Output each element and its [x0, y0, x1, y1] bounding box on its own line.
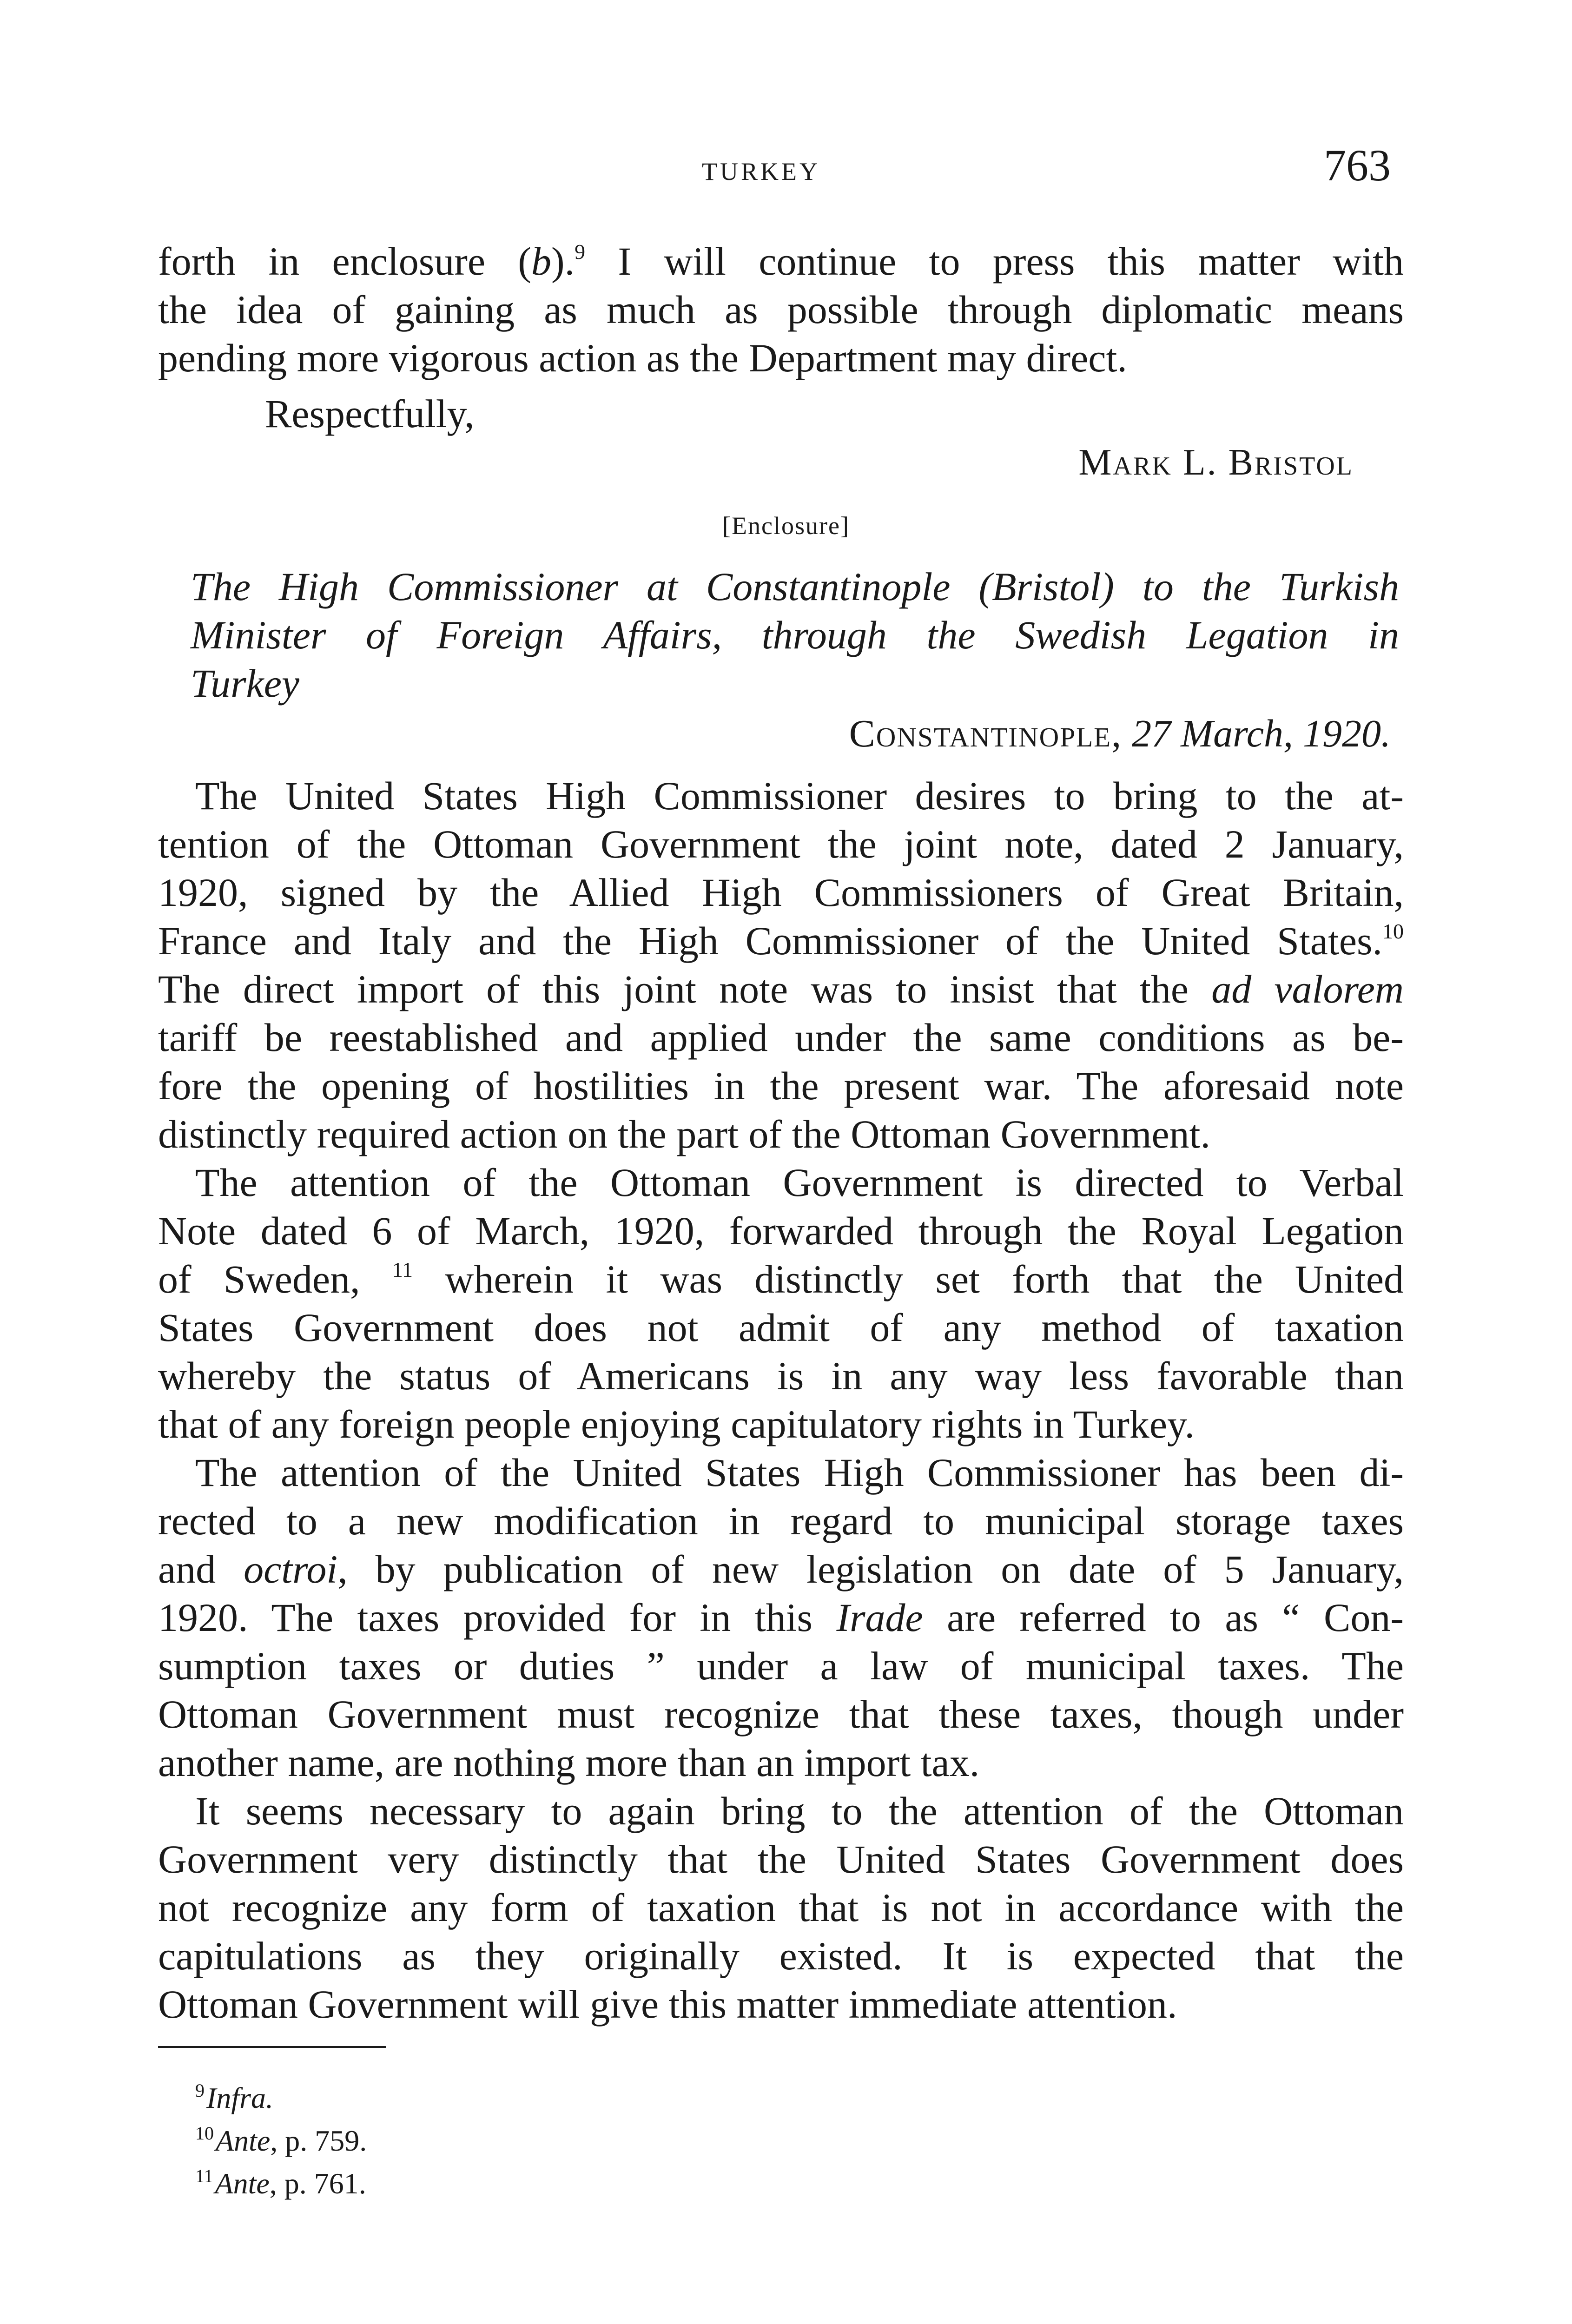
text-line: not recognize any form of taxation that is not in accordance with the [158, 1885, 1404, 1930]
text-line: another name, are nothing more than an import tax. [158, 1740, 980, 1785]
running-head [0, 139, 1572, 195]
text-line: France and Italy and the High Commissioner of the United States.$^{10}$ [158, 918, 1404, 963]
paragraph-2 [158, 1158, 1404, 1448]
text-line: Note dated 6 of March, 1920, forwarded through the Royal Legation [158, 1208, 1404, 1253]
footnote: $^{11}$Ante, p. 761. [195, 2166, 366, 2200]
text-line: the idea of gaining as much as possible through diplomatic means [158, 287, 1404, 332]
opening-paragraph [158, 237, 1404, 382]
footnote-ref: 11 [392, 1258, 413, 1281]
text-line: whereby the status of Americans is in any way less favorable than [158, 1353, 1404, 1398]
footnote-ref: 10 [1382, 919, 1404, 943]
dateline [849, 711, 1391, 756]
footnote-ref: 9 [575, 240, 586, 264]
heading-line: The High Commissioner at Constantinople (Bristol) to the Turkish [191, 564, 1399, 609]
text-line: forth in enclosure (b).$^9$ I will continue to press this matter with [158, 239, 1404, 284]
text-line: tention of the Ottoman Government the joint note, dated 2 January, [158, 822, 1404, 866]
text-line: The attention of the Ottoman Government is directed to Verbal [195, 1160, 1404, 1205]
text-line: that of any foreign people enjoying capitulatory rights in Turkey. [158, 1402, 1195, 1446]
heading-line: Minister of Foreign Affairs, through the Swedish Legation in [191, 613, 1399, 657]
text-line: It seems necessary to again bring to the attention of the Ottoman [195, 1789, 1404, 1833]
paragraph-1 [158, 772, 1404, 1158]
text-line: States Government does not admit of any method of taxation [158, 1305, 1404, 1350]
text-line: 1920. The taxes provided for in this Irade are referred to as “ Con- [158, 1595, 1404, 1640]
text-line: capitulations as they originally existed. It is expected that the [158, 1934, 1404, 1978]
text-line: The United States High Commissioner desires to bring to the at- [195, 773, 1404, 818]
page-number: 763 [1324, 140, 1391, 190]
text-line: pending more vigorous action as the Department may direct. [158, 336, 1127, 380]
footnotes [195, 2073, 367, 2201]
text-line: of Sweden, $^{11}$ wherein it was distinctly set forth that the United [158, 1257, 1404, 1301]
heading-line: Turkey [191, 661, 300, 706]
enclosure-label: [Enclosure] [722, 512, 850, 540]
paragraph-3 [158, 1448, 1404, 1787]
dateline-place: Constantinople, [849, 712, 1123, 755]
text-line: Ottoman Government will give this matter immediate attention. [158, 1982, 1177, 2027]
text-line: The attention of the United States High Commissioner has been di- [195, 1450, 1404, 1495]
running-head-title: TURKEY [702, 158, 820, 185]
paragraph-4 [158, 1787, 1404, 2028]
text-line: 1920, signed by the Allied High Commissioners of Great Britain, [158, 870, 1404, 915]
text-line: Government very distinctly that the United States Government does [158, 1837, 1404, 1882]
footnote-divider [158, 2046, 386, 2048]
text-line: Ottoman Government must recognize that these taxes, though under [158, 1692, 1404, 1736]
salutation: Respectfully, [265, 391, 475, 436]
text-line: and octroi, by publication of new legislation on date of 5 January, [158, 1547, 1404, 1591]
signature: Mark L. Bristol [1078, 442, 1354, 483]
text-line: The direct import of this joint note was to insist that the ad valorem [158, 967, 1404, 1011]
footnote: $^{10}$Ante, p. 759. [195, 2123, 367, 2157]
footnote: $^9$Infra. [195, 2080, 273, 2114]
text-line: sumption taxes or duties ” under a law of municipal taxes. The [158, 1644, 1404, 1688]
enclosure-heading [191, 562, 1399, 707]
text-line: tariff be reestablished and applied under the same conditions as be- [158, 1015, 1404, 1060]
text-line: rected to a new modification in regard to municipal storage taxes [158, 1499, 1404, 1543]
text-line: distinctly required action on the part of the Ottoman Government. [158, 1112, 1211, 1156]
dateline-date: 27 March, 1920. [1132, 712, 1391, 755]
text-line: fore the opening of hostilities in the present war. The aforesaid note [158, 1063, 1404, 1108]
